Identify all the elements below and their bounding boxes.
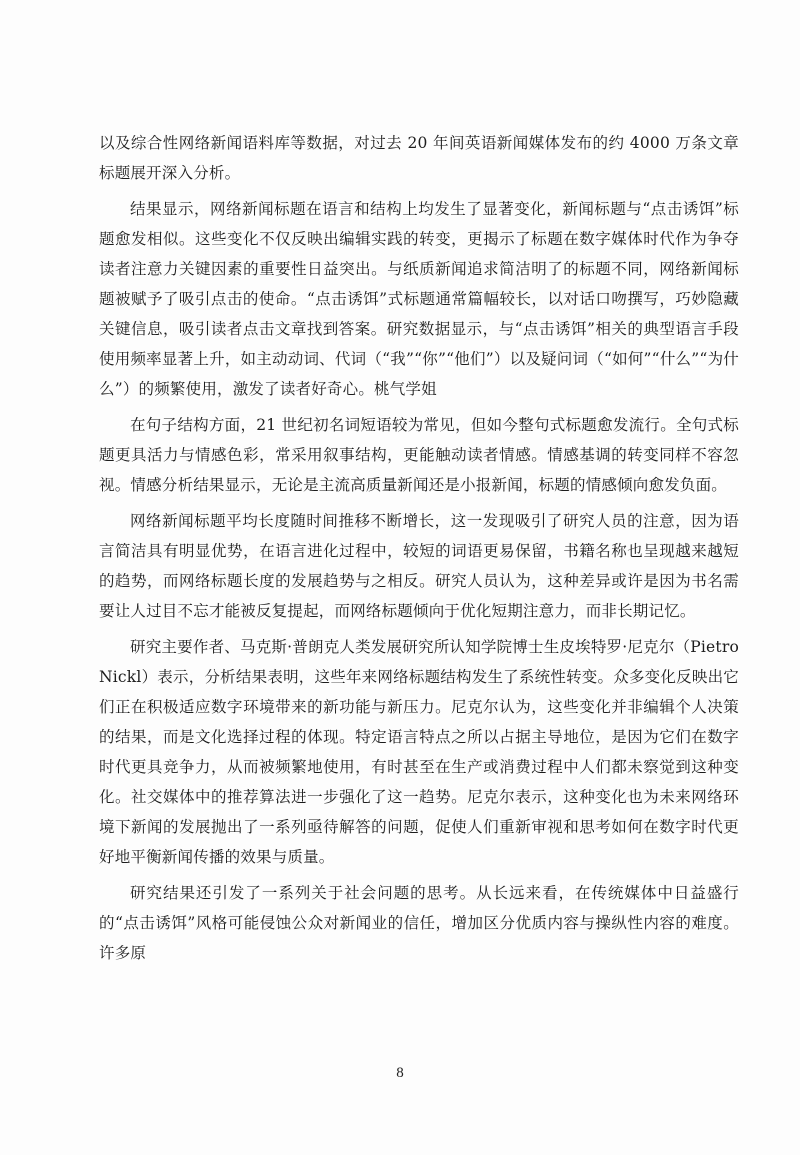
paragraph-social-implications: 研究结果还引发了一系列关于社会问题的思考。从长远来看，在传统媒体中日益盛行的“点击诱饵”风格可能侵蚀公众对新闻业的信任，增加区分优质内容与操纵性内容的难度。许多原 xyxy=(99,884,739,962)
paragraph-headline-length: 网络新闻标题平均长度随时间推移不断增长，这一发现吸引了研究人员的注意，因为语言简洁具有明显优势，在语言进化过程中，较短的词语更易保留，书籍名称也呈现越来越短的趋势，而网络标题长度的发展趋势与之相反。研究人员认为，这种差异或许是因为书名需要让人过目不忘才能被反复提起，而网络标题倾向于优化短期注意力，而非长期记忆。 xyxy=(99,512,739,620)
paragraph-sentence-structure: 在句子结构方面，21 世纪初名词短语较为常见，但如今整句式标题愈发流行。全句式标题更具活力与情感色彩，常采用叙事结构，更能触动读者情感。情感基调的转变同样不容忽视。情感分析结果显示，无论是主流高质量新闻还是小报新闻，标题的情感倾向愈发负面。 xyxy=(99,416,739,494)
paragraph-continuation: 以及综合性网络新闻语料库等数据，对过去 20 年间英语新闻媒体发布的约 4000 万条文章标题展开深入分析。 xyxy=(99,134,739,182)
page-number: 8 xyxy=(396,1065,404,1081)
article-body xyxy=(99,128,739,974)
paragraph-results: 结果显示，网络新闻标题在语言和结构上均发生了显著变化，新闻标题与“点击诱饵”标题愈发相似。这些变化不仅反映出编辑实践的转变，更揭示了标题在数字媒体时代作为争夺读者注意力关键因素的重要性日益突出。与纸质新闻追求简洁明了的标题不同，网络新闻标题被赋予了吸引点击的使命。“点击诱饵”式标题通常篇幅较长，以对话口吻撰写，巧妙隐藏关键信息，吸引读者点击文章找到答案。研究数据显示，与“点击诱饵”相关的典型语言手段使用频率显著上升，如主动动词、代词（“我”“你”“他们”）以及疑问词（“如何”“什么”“为什么”）的频繁使用，激发了读者好奇心。桃气学姐 xyxy=(99,200,739,398)
paragraph-author-statement: 研究主要作者、马克斯·普朗克人类发展研究所认知学院博士生皮埃特罗·尼克尔（Pietro Nickl）表示，分析结果表明，这些年来网络标题结构发生了系统性转变。众多变化反映出它们正在积极适应数字环境带来的新功能与新压力。尼克尔认为，这些变化并非编辑个人决策的结果，而是文化选择过程的体现。特定语言特点之所以占据主导地位，是因为它们在数字时代更具竞争力，从而被频繁地使用，有时甚至在生产或消费过程中人们都未察觉到这种变化。社交媒体中的推荐算法进一步强化了这一趋势。尼克尔表示，这种变化也为未来网络环境下新闻的发展抛出了一系列亟待解答的问题，促使人们重新审视和思考如何在数字时代更好地平衡新闻传播的效果与质量。 xyxy=(99,638,739,866)
